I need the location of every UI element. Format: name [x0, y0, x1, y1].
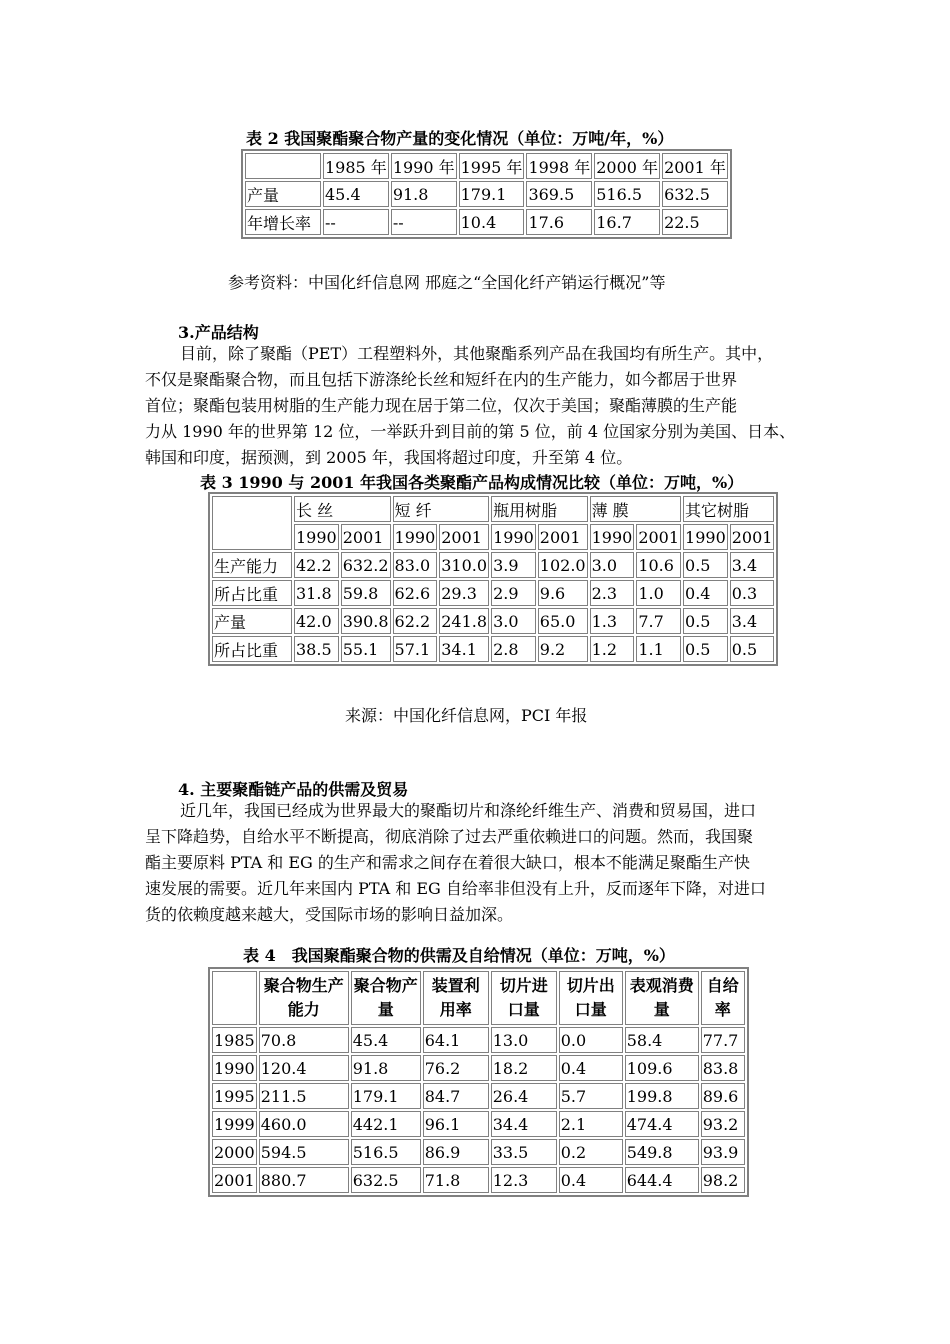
table-cell: 83.0 — [393, 552, 438, 578]
table-cell: 42.2 — [294, 552, 339, 578]
table-cell: 57.1 — [393, 636, 438, 662]
table-cell: 199.8 — [625, 1083, 699, 1109]
table-cell: 表观消费量 — [625, 971, 699, 1025]
table-cell: 45.4 — [323, 181, 389, 207]
table-cell: 38.5 — [294, 636, 339, 662]
table-cell: 7.7 — [636, 608, 681, 634]
table-cell: 70.8 — [259, 1027, 349, 1053]
table-cell: 16.7 — [594, 209, 660, 235]
table-row — [245, 209, 728, 235]
table-row — [212, 1083, 745, 1109]
table-row — [212, 1027, 745, 1053]
table-cell: 2001 — [212, 1167, 257, 1193]
paragraph-line: 力从 1990 年的世界第 12 位，一举跃升到目前的第 5 位，前 4 位国家分别为美国、日本、 — [145, 422, 796, 441]
table-cell: 长 丝 — [294, 496, 391, 522]
table-cell: 1990 — [393, 524, 438, 550]
table-cell: 2.9 — [491, 580, 536, 606]
table-cell: 29.3 — [439, 580, 489, 606]
table-cell: 3.4 — [730, 552, 775, 578]
table-row — [212, 1111, 745, 1137]
table-cell: 71.8 — [423, 1167, 489, 1193]
table-row — [245, 181, 728, 207]
table-cell: 2001 — [538, 524, 588, 550]
table-cell: 369.5 — [526, 181, 592, 207]
table-cell: 102.0 — [538, 552, 588, 578]
paragraph-line: 速发展的需要。近几年来国内 PTA 和 EG 自给率非但没有上升，反而逐年下降，对进口 — [145, 879, 766, 898]
table-cell: 切片出口量 — [559, 971, 623, 1025]
table-cell: 91.8 — [391, 181, 457, 207]
table-cell: 生产能力 — [212, 552, 292, 578]
table-cell: 3.0 — [590, 552, 635, 578]
paragraph-line: 酯主要原料 PTA 和 EG 的生产和需求之间存在着很大缺口，根本不能满足聚酯生产快 — [145, 853, 750, 872]
table-cell: 594.5 — [259, 1139, 349, 1165]
table-cell: 390.8 — [341, 608, 391, 634]
table-cell: -- — [391, 209, 457, 235]
table-cell: 0.4 — [559, 1167, 623, 1193]
table-cell: 10.6 — [636, 552, 681, 578]
table-cell: 0.5 — [730, 636, 775, 662]
table-cell: 1.1 — [636, 636, 681, 662]
table2-caption: 表 2 我国聚酯聚合物产量的变化情况（单位：万吨/年，%） — [246, 129, 674, 148]
table-cell: 31.8 — [294, 580, 339, 606]
paragraph-line: 不仅是聚酯聚合物，而且包括下游涤纶长丝和短纤在内的生产能力，如今都居于世界 — [145, 370, 738, 389]
table-header-row — [212, 496, 774, 522]
table-cell: 34.4 — [491, 1111, 557, 1137]
table-header-row — [245, 153, 728, 179]
table-cell: 76.2 — [423, 1055, 489, 1081]
table-cell: 65.0 — [538, 608, 588, 634]
table-cell: 93.9 — [701, 1139, 745, 1165]
table-cell: 9.2 — [538, 636, 588, 662]
table-cell: 45.4 — [351, 1027, 421, 1053]
table-cell: 86.9 — [423, 1139, 489, 1165]
section3-heading: 3.产品结构 — [178, 323, 259, 342]
table-row — [212, 1167, 745, 1193]
table-row — [212, 552, 774, 578]
table-cell — [245, 153, 321, 179]
table-cell: 83.8 — [701, 1055, 745, 1081]
table-cell: 3.9 — [491, 552, 536, 578]
table-cell: 切片进口量 — [491, 971, 557, 1025]
table-cell: 77.7 — [701, 1027, 745, 1053]
table-cell: 短 纤 — [393, 496, 490, 522]
table-cell: 120.4 — [259, 1055, 349, 1081]
table-cell: 1990 — [491, 524, 536, 550]
table-cell: 0.2 — [559, 1139, 623, 1165]
table-cell: 55.1 — [341, 636, 391, 662]
table-cell: 聚合物产量 — [351, 971, 421, 1025]
table-cell: 632.2 — [341, 552, 391, 578]
table-cell: 2.1 — [559, 1111, 623, 1137]
table-row — [212, 608, 774, 634]
table-cell: 17.6 — [526, 209, 592, 235]
table-row — [212, 1055, 745, 1081]
table-cell: 2001 — [341, 524, 391, 550]
table-cell: 12.3 — [491, 1167, 557, 1193]
table-cell: 1.3 — [590, 608, 635, 634]
table-cell: 1999 — [212, 1111, 257, 1137]
table-cell: 2001 年 — [662, 153, 728, 179]
table-cell: 549.8 — [625, 1139, 699, 1165]
table-row — [212, 580, 774, 606]
composition-table — [208, 492, 778, 666]
table-cell: 1.2 — [590, 636, 635, 662]
table-cell: 109.6 — [625, 1055, 699, 1081]
table-cell: 1995 — [212, 1083, 257, 1109]
table-cell: 2.3 — [590, 580, 635, 606]
table-cell: 179.1 — [351, 1083, 421, 1109]
table-cell: 0.0 — [559, 1027, 623, 1053]
table-cell: 1990 — [683, 524, 728, 550]
table4-caption: 表 4 我国聚酯聚合物的供需及自给情况（单位：万吨，%） — [243, 946, 675, 965]
paragraph-line: 货的依赖度越来越大，受国际市场的影响日益加深。 — [145, 905, 514, 924]
table-cell: 442.1 — [351, 1111, 421, 1137]
paragraph-line: 韩国和印度，据预测，到 2005 年，我国将超过印度，升至第 4 位。 — [145, 448, 633, 467]
table-cell: 1998 年 — [526, 153, 592, 179]
table-cell: 1990 — [212, 1055, 257, 1081]
supply-demand-table — [208, 967, 749, 1197]
table-cell: 880.7 — [259, 1167, 349, 1193]
table-cell: 9.6 — [538, 580, 588, 606]
table2-source: 参考资料：中国化纤信息网 邢庭之“全国化纤产销运行概况”等 — [228, 273, 666, 292]
table-cell: 聚合物生产能力 — [259, 971, 349, 1025]
table-cell: 179.1 — [459, 181, 525, 207]
table-cell: 211.5 — [259, 1083, 349, 1109]
production-table — [241, 149, 732, 239]
table-cell: 0.5 — [683, 636, 728, 662]
paragraph-line: 呈下降趋势，自给水平不断提高，彻底消除了过去严重依赖进口的问题。然而，我国聚 — [145, 827, 754, 846]
table3-caption: 表 3 1990 与 2001 年我国各类聚酯产品构成情况比较（单位：万吨，%） — [200, 473, 744, 492]
table-cell: 所占比重 — [212, 580, 292, 606]
paragraph-line: 目前，除了聚酯（PET）工程塑料外，其他聚酯系列产品在我国均有所生产。其中， — [180, 344, 774, 363]
table-cell: 2000 年 — [594, 153, 660, 179]
table-cell: 59.8 — [341, 580, 391, 606]
table3-source: 来源：中国化纤信息网，PCI 年报 — [345, 706, 588, 725]
table-header-row — [212, 971, 745, 1025]
table-cell: 3.0 — [491, 608, 536, 634]
table-cell: 91.8 — [351, 1055, 421, 1081]
table-cell: 产量 — [212, 608, 292, 634]
table-cell: 5.7 — [559, 1083, 623, 1109]
table-cell: 310.0 — [439, 552, 489, 578]
table-cell: 3.4 — [730, 608, 775, 634]
table-cell: 2001 — [730, 524, 775, 550]
table-cell: 1985 — [212, 1027, 257, 1053]
table-cell: 1990 — [294, 524, 339, 550]
table-cell: 1990 — [590, 524, 635, 550]
table-cell — [212, 496, 292, 550]
table-cell: 1.0 — [636, 580, 681, 606]
table-cell: 62.6 — [393, 580, 438, 606]
table-cell: 13.0 — [491, 1027, 557, 1053]
table-cell: 2.8 — [491, 636, 536, 662]
table-header-row — [212, 524, 774, 550]
table-cell: 0.3 — [730, 580, 775, 606]
table-cell: 18.2 — [491, 1055, 557, 1081]
table-cell: 64.1 — [423, 1027, 489, 1053]
table-cell: 2001 — [636, 524, 681, 550]
table-cell: 装置利用率 — [423, 971, 489, 1025]
table-cell: 0.4 — [559, 1055, 623, 1081]
table-cell: 93.2 — [701, 1111, 745, 1137]
paragraph-line: 近几年，我国已经成为世界最大的聚酯切片和涤纶纤维生产、消费和贸易国，进口 — [180, 801, 757, 820]
table-cell: 1995 年 — [459, 153, 525, 179]
table-cell: -- — [323, 209, 389, 235]
table-cell: 460.0 — [259, 1111, 349, 1137]
table-cell: 所占比重 — [212, 636, 292, 662]
table-cell: 516.5 — [594, 181, 660, 207]
table-cell: 其它树脂 — [683, 496, 774, 522]
table-cell: 241.8 — [439, 608, 489, 634]
table-cell: 2000 — [212, 1139, 257, 1165]
table-cell: 632.5 — [662, 181, 728, 207]
table-cell: 58.4 — [625, 1027, 699, 1053]
table-cell: 22.5 — [662, 209, 728, 235]
table-cell: 2001 — [439, 524, 489, 550]
table-cell: 1990 年 — [391, 153, 457, 179]
paragraph-line: 首位；聚酯包装用树脂的生产能力现在居于第二位，仅次于美国；聚酯薄膜的生产能 — [145, 396, 738, 415]
table-cell: 89.6 — [701, 1083, 745, 1109]
table-cell: 0.5 — [683, 552, 728, 578]
table-cell: 644.4 — [625, 1167, 699, 1193]
table-cell: 26.4 — [491, 1083, 557, 1109]
table-cell: 10.4 — [459, 209, 525, 235]
table-cell: 0.5 — [683, 608, 728, 634]
table-cell: 产量 — [245, 181, 321, 207]
section4-heading: 4. 主要聚酯链产品的供需及贸易 — [178, 780, 409, 799]
table-cell: 33.5 — [491, 1139, 557, 1165]
table-cell: 薄 膜 — [590, 496, 681, 522]
table-cell: 96.1 — [423, 1111, 489, 1137]
table-cell: 34.1 — [439, 636, 489, 662]
table-cell: 瓶用树脂 — [491, 496, 588, 522]
table-cell: 自给率 — [701, 971, 745, 1025]
table-cell: 0.4 — [683, 580, 728, 606]
table-cell: 84.7 — [423, 1083, 489, 1109]
table-row — [212, 636, 774, 662]
table-row — [212, 1139, 745, 1165]
table-cell: 632.5 — [351, 1167, 421, 1193]
table-cell: 42.0 — [294, 608, 339, 634]
table-cell: 98.2 — [701, 1167, 745, 1193]
table-cell: 年增长率 — [245, 209, 321, 235]
table-cell: 1985 年 — [323, 153, 389, 179]
table-cell: 474.4 — [625, 1111, 699, 1137]
table-cell — [212, 971, 257, 1025]
table-cell: 62.2 — [393, 608, 438, 634]
table-cell: 516.5 — [351, 1139, 421, 1165]
